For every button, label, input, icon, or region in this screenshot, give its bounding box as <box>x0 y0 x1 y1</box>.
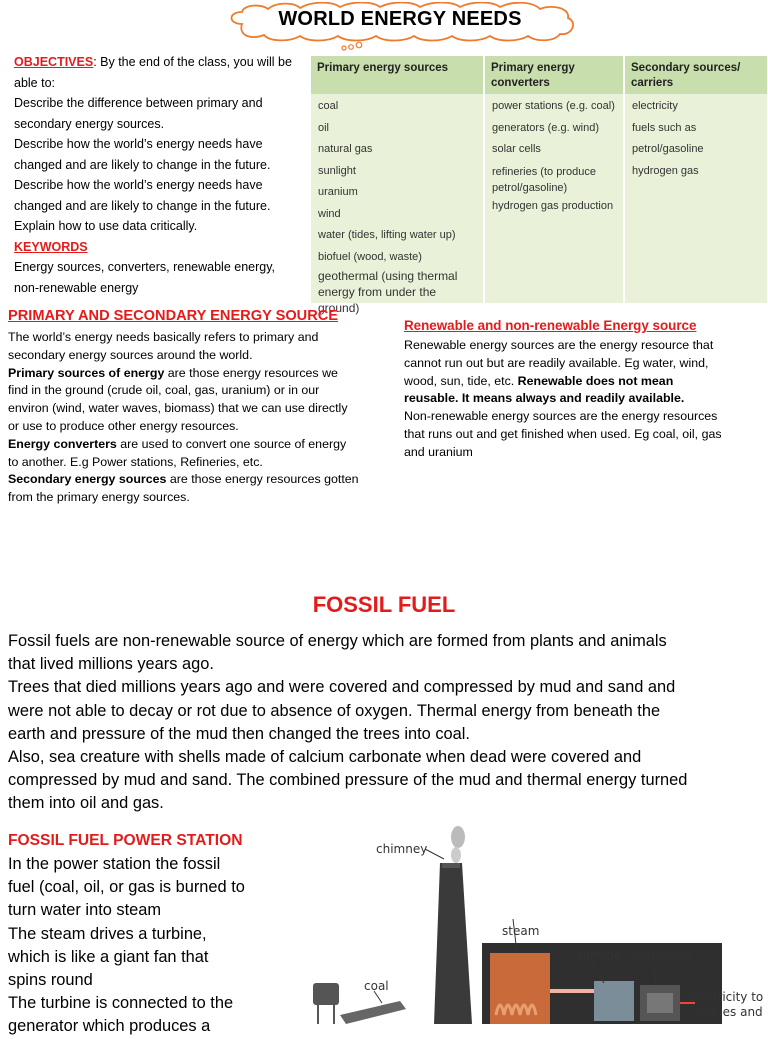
text-line: find in the ground (crude oil, coal, gas, uranium) or in our <box>8 383 320 398</box>
text-line: compressed by mud and sand. The combined pressure of the mud and thermal energy turned <box>8 771 688 790</box>
chimney-label: chimney <box>376 842 428 856</box>
keywords-line: non-renewable energy <box>14 280 139 295</box>
electricity-label: electricity to <box>688 990 764 1004</box>
table-cell: uranium <box>318 186 358 198</box>
objective-line: changed and are likely to change in the future. <box>14 157 271 172</box>
table-cell: petrol/gasoline) <box>492 181 568 194</box>
text-line: Non-renewable energy sources are the energy resources <box>404 409 718 424</box>
table-cell: coal <box>318 100 339 112</box>
cloud-bubbles <box>338 40 368 52</box>
table-column-secondary <box>625 94 767 184</box>
text-line: Trees that died millions years ago and were covered and compressed by mud and sand and <box>8 678 676 697</box>
generator-label: generator <box>632 948 692 962</box>
text-line: The world’s energy needs basically refers to primary and <box>8 330 319 344</box>
text-line: wood, sun, tide, etc. Renewable does not mean <box>404 373 674 388</box>
table-cell: power stations (e.g. coal) <box>492 100 615 112</box>
table-header: Secondary sources/ carriers <box>625 56 767 94</box>
table-cell: electricity <box>632 100 678 112</box>
text-line: The turbine is connected to the <box>8 994 234 1013</box>
table-column-converters <box>485 94 623 219</box>
fossil-fuel-body <box>8 630 764 816</box>
text-line: reusable. It means always and readily available. <box>404 391 685 406</box>
text-line: turn water into steam <box>8 901 162 920</box>
text-line: that lived millions years ago. <box>8 655 214 674</box>
text-line: Fossil fuels are non-renewable source of energy which are formed from plants and animals <box>8 632 667 650</box>
text-line: generator which produces a <box>8 1017 211 1036</box>
text-line: and uranium <box>404 444 473 459</box>
coal-label: coal <box>364 979 389 993</box>
objective-line: changed and are likely to change in the future. <box>14 198 271 213</box>
text-line: cannot run out but are readily available. Eg water, wind, <box>404 355 709 370</box>
text-line: Renewable energy sources are the energy resource that <box>404 338 714 352</box>
objectives-intro: : By the end of the class, you will be <box>93 55 292 69</box>
homes-label: homes and <box>696 1005 763 1019</box>
table-column-primary-sources <box>311 94 483 318</box>
table-cell: natural gas <box>318 143 373 155</box>
table-cell: sunlight <box>318 164 356 177</box>
renewable-heading: Renewable and non-renewable Energy source <box>404 318 697 333</box>
objective-line: able to: <box>14 75 56 90</box>
text-line: which is like a giant fan that <box>8 947 209 966</box>
text-line: or use to produce other energy resources. <box>8 418 239 433</box>
text-line: In the power station the fossil <box>8 855 221 873</box>
fossil-fuel-heading: FOSSIL FUEL <box>312 592 456 617</box>
text-line: Also, sea creature with shells made of calcium carbonate when dead were covered and <box>8 748 642 767</box>
objectives-block <box>14 52 306 298</box>
text-line: Secondary energy sources are those energy resources gotten <box>8 472 359 487</box>
text-line: fuel (coal, oil, or gas is burned to <box>8 878 245 897</box>
table-cell: wind <box>318 207 341 220</box>
text-line: from the primary energy sources. <box>8 490 190 505</box>
text-line: Energy converters are used to convert one source of energy <box>8 436 347 451</box>
keywords-label: KEYWORDS <box>14 239 88 254</box>
power-station-diagram <box>310 815 768 1024</box>
table-cell: oil <box>318 121 330 134</box>
table-header: Primary energy sources <box>311 56 483 94</box>
objectives-label: OBJECTIVES <box>14 55 94 69</box>
objective-line: Explain how to use data critically. <box>14 219 198 233</box>
table-cell: generators (e.g. wind) <box>492 121 599 134</box>
coal-conveyor <box>340 1001 406 1024</box>
text-line: spins round <box>8 971 93 990</box>
power-station-body <box>8 853 308 1039</box>
text-line: them into oil and gas. <box>8 794 164 813</box>
table-cell: fuels such as petrol/gasoline <box>632 121 704 155</box>
energy-sources-table <box>311 56 767 315</box>
table-cell: refineries (to produce <box>492 165 596 178</box>
table-cell: energy from under the ground) <box>318 285 437 315</box>
text-line: secondary energy sources around the world. <box>8 347 253 362</box>
text-line: to another. E.g Power stations, Refineries, etc. <box>8 454 263 469</box>
text-line: The steam drives a turbine, <box>8 924 207 943</box>
table-cell: solar cells <box>492 143 541 155</box>
table-cell: geothermal (using thermal <box>318 269 458 283</box>
table-header: Primary energy converters <box>485 56 623 94</box>
turbine-label: turbine <box>578 948 622 962</box>
objective-line: secondary energy sources. <box>14 116 165 131</box>
primary-secondary-heading: PRIMARY AND SECONDARY ENERGY SOURCE <box>8 308 339 324</box>
keywords-line: Energy sources, converters, renewable energy, <box>14 260 276 274</box>
text-line: environ (wind, water waves, biomass) that we can use directly <box>8 401 348 416</box>
text-line: were not able to decay or rot due to absence of oxygen. Thermal energy from beneath the <box>8 701 661 720</box>
table-cell: hydrogen gas <box>632 164 699 177</box>
chimney-shape <box>434 863 472 1024</box>
objective-line: Describe how the world’s energy needs have <box>14 178 263 192</box>
text-line: earth and pressure of the mud then changed the trees into coal. <box>8 724 470 743</box>
text-line: that runs out and get finished when used. Eg coal, oil, gas <box>404 426 722 441</box>
table-cell: water (tides, lifting water up) <box>318 229 456 241</box>
renewable-body <box>404 337 766 462</box>
turbine-shape <box>594 981 634 1021</box>
text-line: Primary sources of energy are those energy resources we <box>8 365 338 380</box>
steam-label: steam <box>502 924 540 938</box>
table-cell: hydrogen gas production <box>492 199 614 212</box>
smoke-puff <box>451 826 465 848</box>
primary-secondary-body <box>8 329 398 507</box>
table-cell: biofuel (wood, waste) <box>318 250 422 263</box>
objective-line: Describe how the world’s energy needs have <box>14 137 263 151</box>
power-station-heading: FOSSIL FUEL POWER STATION <box>8 832 243 849</box>
page-title: WORLD ENERGY NEEDS <box>278 8 522 30</box>
objective-line: Describe the difference between primary and <box>14 96 263 110</box>
